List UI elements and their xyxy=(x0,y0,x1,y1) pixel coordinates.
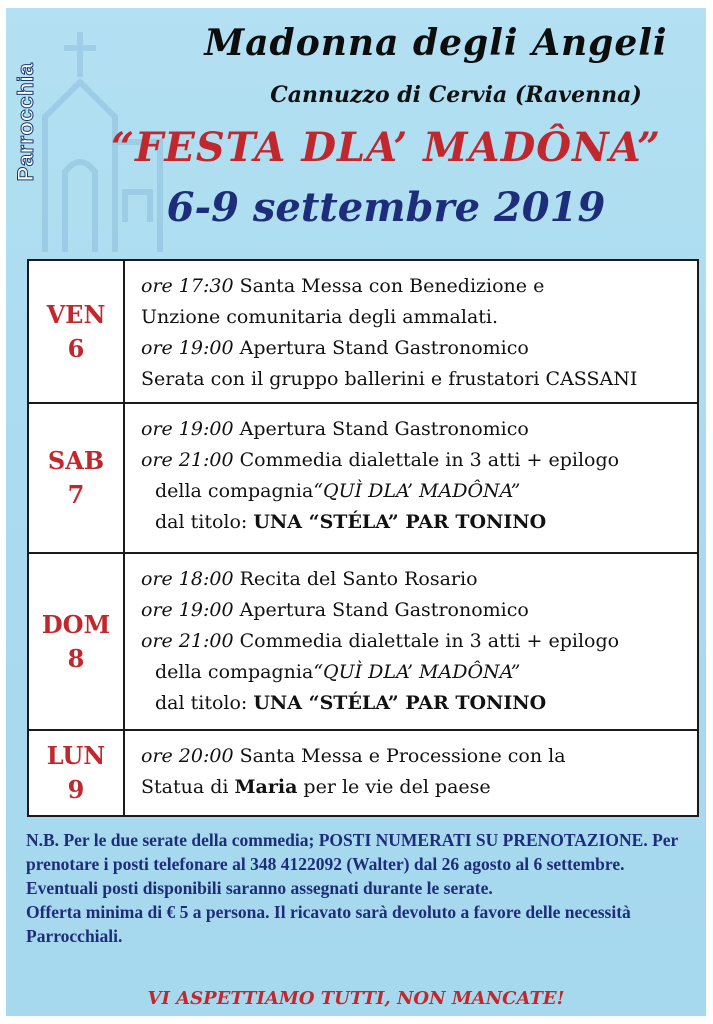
notes-line: Eventuali posti disponibili saranno assegnati durante le serate. xyxy=(26,878,493,898)
schedule-table xyxy=(27,259,699,817)
event-time: ore 21:00 xyxy=(141,449,234,471)
event-line xyxy=(141,595,691,626)
event-time: ore 21:00 xyxy=(141,630,234,652)
event-text: Unzione comunitaria degli ammalati. xyxy=(141,306,499,328)
titolo-label: dal titolo: xyxy=(155,511,254,533)
event-text: Apertura Stand Gastronomico xyxy=(233,337,529,359)
event-time: ore 19:00 xyxy=(141,599,234,621)
event-text: Statua di xyxy=(141,776,235,798)
day-events xyxy=(141,271,691,395)
day-events xyxy=(141,741,691,803)
schedule-row-dom xyxy=(29,554,697,731)
notes-text: Per prenotare i posti telefonare al 348 4122092 (Walter) dal 26 agosto al 6 settembre. xyxy=(26,830,679,874)
day-cell xyxy=(29,261,125,402)
day-number: 8 xyxy=(67,643,85,673)
schedule-row-sab xyxy=(29,404,697,554)
closing-message: VI ASPETTIAMO TUTTI, NON MANCATE! xyxy=(147,988,565,1009)
day-events xyxy=(141,564,691,719)
event-text-bold: Maria xyxy=(234,776,298,798)
poster-title: Madonna degli Angeli xyxy=(204,22,668,64)
event-line xyxy=(141,364,691,395)
day-cell xyxy=(29,554,125,729)
event-text: Apertura Stand Gastronomico xyxy=(233,418,529,440)
event-line xyxy=(141,445,691,476)
event-time: ore 19:00 xyxy=(141,337,234,359)
notes-paragraph xyxy=(26,828,706,876)
event-line xyxy=(141,741,691,772)
event-line xyxy=(141,688,691,719)
day-number: 9 xyxy=(67,775,85,804)
day-name: VEN xyxy=(46,299,106,329)
event-dates: 6-9 settembre 2019 xyxy=(166,184,606,231)
day-name: SAB xyxy=(47,446,105,475)
event-line xyxy=(141,333,691,364)
poster xyxy=(6,8,706,1016)
titolo-label: dal titolo: xyxy=(155,692,254,714)
day-name: LUN xyxy=(46,741,106,770)
event-line xyxy=(141,476,691,507)
event-time: ore 18:00 xyxy=(141,568,234,590)
event-line xyxy=(141,414,691,445)
schedule-row-ven xyxy=(29,261,697,404)
event-line xyxy=(141,271,691,302)
day-number: 6 xyxy=(67,333,85,363)
day-name: DOM xyxy=(41,609,111,639)
event-text: Serata con il gruppo ballerini e frustatori CASSANI xyxy=(141,368,638,390)
parrocchia-vertical-label: Parrocchia xyxy=(13,62,38,182)
event-line xyxy=(141,657,691,688)
event-line xyxy=(141,507,691,538)
event-text: Commedia dialettale in 3 atti + epilogo xyxy=(233,630,620,652)
event-time: ore 20:00 xyxy=(141,745,234,767)
notes-posti: POSTI NUMERATI SU PRENOTAZIONE. xyxy=(318,830,648,850)
event-line xyxy=(141,302,691,333)
day-cell xyxy=(29,404,125,552)
titolo-name: UNA “STÉLA” PAR TONINO xyxy=(253,692,547,714)
event-time: ore 17:30 xyxy=(141,275,234,297)
poster-subtitle: Cannuzzo di Cervia (Ravenna) xyxy=(270,82,642,108)
compagnia-label: della compagnia xyxy=(155,661,314,683)
festa-heading: “FESTA DLA’ MADÔNA” xyxy=(111,124,661,171)
event-text: Commedia dialettale in 3 atti + epilogo xyxy=(233,449,620,471)
event-text: Santa Messa con Benedizione e xyxy=(233,275,545,297)
schedule-row-lun xyxy=(29,731,697,815)
compagnia-name: “QUÌ DLA’ MADÔNA” xyxy=(313,661,521,683)
event-time: ore 19:00 xyxy=(141,418,234,440)
notes-line: Offerta minima di € 5 a persona. Il ricavato sarà devoluto a favore delle necessità Parrocchiali. xyxy=(26,902,631,946)
notes-text: Per le due serate della commedia; xyxy=(59,830,319,850)
event-line xyxy=(141,564,691,595)
day-events xyxy=(141,414,691,538)
day-cell xyxy=(29,731,125,815)
event-text: Recita del Santo Rosario xyxy=(233,568,478,590)
day-number: 7 xyxy=(67,480,85,509)
notes-block xyxy=(26,828,706,948)
titolo-name: UNA “STÉLA” PAR TONINO xyxy=(253,511,547,533)
event-text: Apertura Stand Gastronomico xyxy=(233,599,529,621)
event-text: Santa Messa e Processione con la xyxy=(233,745,566,767)
event-text: per le vie del paese xyxy=(297,776,491,798)
event-line xyxy=(141,626,691,657)
notes-nb: N.B. xyxy=(26,830,60,850)
compagnia-label: della compagnia xyxy=(155,480,314,502)
event-line xyxy=(141,772,691,803)
compagnia-name: “QUÌ DLA’ MADÔNA” xyxy=(313,480,521,502)
